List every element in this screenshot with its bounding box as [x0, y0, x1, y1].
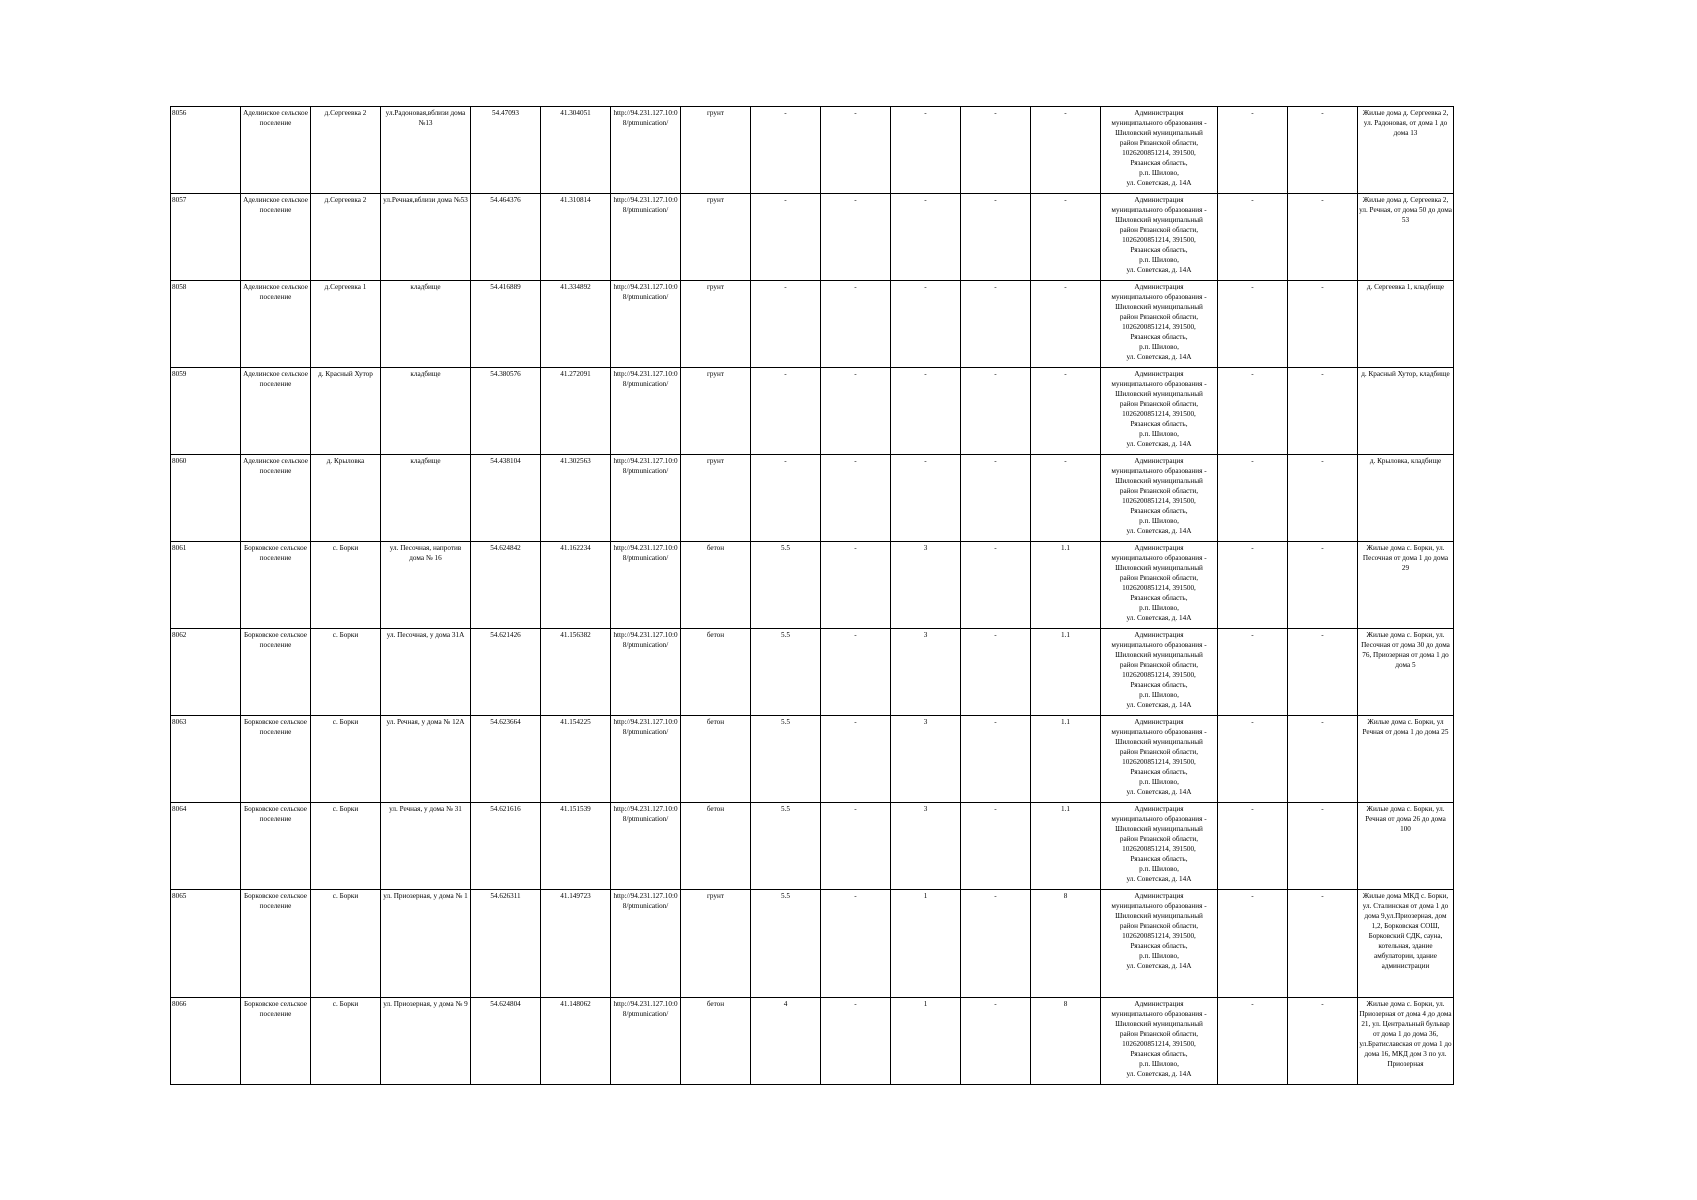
cell-latitude: 54.626311	[471, 890, 541, 998]
cell-address: кладбище	[381, 281, 471, 368]
cell-col10: -	[821, 716, 891, 803]
cell-owner	[1101, 803, 1218, 890]
owner-line: Шиловский муниципальный	[1115, 564, 1203, 572]
cell-col12: -	[961, 998, 1031, 1085]
cell-col12: -	[961, 281, 1031, 368]
owner-line: 1026200851214, 391500,	[1122, 932, 1196, 940]
cell-sources: Жилые дома с. Борки, ул. Речная от дома 26 до дома 100	[1358, 803, 1454, 890]
cell-col16: -	[1288, 716, 1358, 803]
cell-settlement: Борковское сельское поселение	[241, 542, 311, 629]
owner-line: район Рязанской области,	[1119, 226, 1199, 234]
owner-line: р.п. Шилово,	[1139, 256, 1179, 264]
owner-line: район Рязанской области,	[1119, 574, 1199, 582]
cell-col15: -	[1218, 455, 1288, 542]
cell-volume: -	[1031, 455, 1101, 542]
cell-surface: бетон	[681, 716, 751, 803]
owner-line: муниципального образования -	[1111, 293, 1207, 301]
owner-line: Рязанская область,	[1130, 681, 1188, 689]
cell-col16: -	[1288, 281, 1358, 368]
owner-line: ул. Советская, д. 14А	[1126, 875, 1192, 883]
cell-col10: -	[821, 998, 891, 1085]
cell-longitude: 41.304051	[541, 107, 611, 194]
owner-line: муниципального образования -	[1111, 902, 1207, 910]
owner-line: Шиловский муниципальный	[1115, 477, 1203, 485]
owner-line: 1026200851214, 391500,	[1122, 584, 1196, 592]
owner-line: Рязанская область,	[1130, 246, 1188, 254]
cell-locality: д.Сергеевка 2	[311, 107, 381, 194]
cell-settlement: Аделинское сельское поселение	[241, 368, 311, 455]
owner-line: ул. Советская, д. 14А	[1126, 179, 1192, 187]
cell-area: -	[751, 281, 821, 368]
owner-line: муниципального образования -	[1111, 119, 1207, 127]
cell-containers: -	[891, 194, 961, 281]
cell-col12: -	[961, 368, 1031, 455]
cell-id: 8065	[171, 890, 241, 998]
cell-surface: грунт	[681, 194, 751, 281]
cell-id: 8066	[171, 998, 241, 1085]
cell-col10: -	[821, 455, 891, 542]
cell-longitude: 41.151539	[541, 803, 611, 890]
cell-col16: -	[1288, 803, 1358, 890]
cell-longitude: 41.149723	[541, 890, 611, 998]
cell-area: 5.5	[751, 803, 821, 890]
cell-latitude: 54.624842	[471, 542, 541, 629]
owner-line: Администрация	[1134, 718, 1184, 726]
owner-line: р.п. Шилово,	[1139, 169, 1179, 177]
cell-volume: 1.1	[1031, 542, 1101, 629]
cell-latitude: 54.380576	[471, 368, 541, 455]
cell-owner	[1101, 281, 1218, 368]
cell-address: ул. Приозерная, у дома № 9	[381, 998, 471, 1085]
cell-col12: -	[961, 542, 1031, 629]
owner-line: район Рязанской области,	[1119, 1030, 1199, 1038]
owner-line: муниципального образования -	[1111, 641, 1207, 649]
table-row	[171, 803, 1454, 890]
cell-locality: с. Борки	[311, 890, 381, 998]
cell-locality: с. Борки	[311, 542, 381, 629]
cell-longitude: 41.154225	[541, 716, 611, 803]
cell-settlement: Аделинское сельское поселение	[241, 455, 311, 542]
cell-locality: д. Красный Хутор	[311, 368, 381, 455]
cell-surface: грунт	[681, 890, 751, 998]
cell-surface: грунт	[681, 281, 751, 368]
cell-latitude: 54.464376	[471, 194, 541, 281]
cell-col16: -	[1288, 542, 1358, 629]
cell-col12: -	[961, 716, 1031, 803]
cell-id: 8060	[171, 455, 241, 542]
cell-owner	[1101, 998, 1218, 1085]
cell-containers: 3	[891, 716, 961, 803]
cell-owner	[1101, 455, 1218, 542]
cell-url: http://94.231.127.10:08/ptmunication/	[611, 890, 681, 998]
table-body	[171, 107, 1454, 1085]
owner-line: Администрация	[1134, 283, 1184, 291]
owner-line: Администрация	[1134, 109, 1184, 117]
cell-volume: -	[1031, 107, 1101, 194]
owner-line: район Рязанской области,	[1119, 922, 1199, 930]
cell-address: ул.Радоновая,вблизи дома №13	[381, 107, 471, 194]
owner-line: р.п. Шилово,	[1139, 778, 1179, 786]
cell-area: 5.5	[751, 890, 821, 998]
cell-area: 5.5	[751, 716, 821, 803]
cell-longitude: 41.148062	[541, 998, 611, 1085]
cell-containers: -	[891, 107, 961, 194]
owner-line: Администрация	[1134, 196, 1184, 204]
owner-line: район Рязанской области,	[1119, 835, 1199, 843]
cell-owner	[1101, 629, 1218, 716]
owner-line: Администрация	[1134, 892, 1184, 900]
owner-line: 1026200851214, 391500,	[1122, 410, 1196, 418]
cell-volume: -	[1031, 368, 1101, 455]
cell-url: http://94.231.127.10:08/ptmunication/	[611, 803, 681, 890]
cell-col12: -	[961, 803, 1031, 890]
cell-latitude: 54.624804	[471, 998, 541, 1085]
cell-surface: бетон	[681, 998, 751, 1085]
owner-line: Шиловский муниципальный	[1115, 129, 1203, 137]
cell-containers: 3	[891, 542, 961, 629]
cell-volume: 1.1	[1031, 716, 1101, 803]
cell-longitude: 41.310814	[541, 194, 611, 281]
owner-line: Рязанская область,	[1130, 507, 1188, 515]
owner-line: муниципального образования -	[1111, 815, 1207, 823]
owner-line: 1026200851214, 391500,	[1122, 149, 1196, 157]
owner-line: Администрация	[1134, 1000, 1184, 1008]
cell-col10: -	[821, 281, 891, 368]
table-row	[171, 281, 1454, 368]
owner-line: р.п. Шилово,	[1139, 343, 1179, 351]
cell-area: -	[751, 455, 821, 542]
cell-id: 8062	[171, 629, 241, 716]
cell-address: кладбище	[381, 455, 471, 542]
cell-col16: -	[1288, 368, 1358, 455]
owner-line: ул. Советская, д. 14А	[1126, 440, 1192, 448]
cell-sources: Жилые дома МКД с. Борки, ул. Сталинская от дома 1 до дома 9,ул.Приозерная, дом 1,2, Борковская СОШ, Борковский СДК, сауна, котельная, здание амбулатории, здание администрации	[1358, 890, 1454, 998]
cell-owner	[1101, 107, 1218, 194]
owner-line: ул. Советская, д. 14А	[1126, 527, 1192, 535]
cell-area: 4	[751, 998, 821, 1085]
cell-latitude: 54.623664	[471, 716, 541, 803]
cell-col16: -	[1288, 998, 1358, 1085]
cell-col16: -	[1288, 107, 1358, 194]
owner-line: муниципального образования -	[1111, 206, 1207, 214]
cell-area: -	[751, 107, 821, 194]
cell-col15: -	[1218, 998, 1288, 1085]
cell-sources: Жилые дома с. Борки, ул. Песочная от дома 30 до дома 76, Приозерная от дома 1 до дома 5	[1358, 629, 1454, 716]
cell-col16: -	[1288, 629, 1358, 716]
cell-col10: -	[821, 890, 891, 998]
cell-surface: грунт	[681, 368, 751, 455]
cell-longitude: 41.302563	[541, 455, 611, 542]
owner-line: район Рязанской области,	[1119, 748, 1199, 756]
cell-col16: -	[1288, 194, 1358, 281]
owner-line: ул. Советская, д. 14А	[1126, 701, 1192, 709]
cell-settlement: Борковское сельское поселение	[241, 998, 311, 1085]
owner-line: ул. Советская, д. 14А	[1126, 1070, 1192, 1078]
cell-col10: -	[821, 629, 891, 716]
table-row	[171, 368, 1454, 455]
owner-line: 1026200851214, 391500,	[1122, 758, 1196, 766]
cell-sources: д. Сергеевка 1, кладбище	[1358, 281, 1454, 368]
cell-col16: -	[1288, 455, 1358, 542]
cell-col12: -	[961, 107, 1031, 194]
owner-line: Шиловский муниципальный	[1115, 216, 1203, 224]
cell-col15: -	[1218, 281, 1288, 368]
owner-line: Шиловский муниципальный	[1115, 303, 1203, 311]
cell-surface: бетон	[681, 629, 751, 716]
cell-area: 5.5	[751, 542, 821, 629]
owner-line: район Рязанской области,	[1119, 139, 1199, 147]
owner-line: р.п. Шилово,	[1139, 517, 1179, 525]
cell-id: 8056	[171, 107, 241, 194]
cell-url: http://94.231.127.10:08/ptmunication/	[611, 542, 681, 629]
cell-url: http://94.231.127.10:08/ptmunication/	[611, 107, 681, 194]
owner-line: район Рязанской области,	[1119, 313, 1199, 321]
cell-address: ул.Речная,вблизи дома №53	[381, 194, 471, 281]
cell-owner	[1101, 368, 1218, 455]
cell-col15: -	[1218, 629, 1288, 716]
cell-col15: -	[1218, 194, 1288, 281]
cell-latitude: 54.438104	[471, 455, 541, 542]
cell-address: кладбище	[381, 368, 471, 455]
owner-line: район Рязанской области,	[1119, 661, 1199, 669]
cell-col15: -	[1218, 803, 1288, 890]
cell-latitude: 54.47093	[471, 107, 541, 194]
owner-line: Шиловский муниципальный	[1115, 912, 1203, 920]
cell-col12: -	[961, 455, 1031, 542]
cell-url: http://94.231.127.10:08/ptmunication/	[611, 368, 681, 455]
cell-containers: 3	[891, 629, 961, 716]
owner-line: р.п. Шилово,	[1139, 691, 1179, 699]
cell-volume: -	[1031, 194, 1101, 281]
cell-col10: -	[821, 368, 891, 455]
table-row	[171, 194, 1454, 281]
owner-line: р.п. Шилово,	[1139, 430, 1179, 438]
owner-line: Рязанская область,	[1130, 942, 1188, 950]
cell-volume: -	[1031, 281, 1101, 368]
cell-locality: с. Борки	[311, 629, 381, 716]
cell-containers: 1	[891, 998, 961, 1085]
owner-line: Рязанская область,	[1130, 855, 1188, 863]
owner-line: район Рязанской области,	[1119, 487, 1199, 495]
cell-containers: 3	[891, 803, 961, 890]
cell-url: http://94.231.127.10:08/ptmunication/	[611, 194, 681, 281]
cell-volume: 8	[1031, 890, 1101, 998]
cell-locality: д.Сергеевка 1	[311, 281, 381, 368]
cell-url: http://94.231.127.10:08/ptmunication/	[611, 455, 681, 542]
owner-line: 1026200851214, 391500,	[1122, 845, 1196, 853]
owner-line: муниципального образования -	[1111, 380, 1207, 388]
table-row	[171, 629, 1454, 716]
owner-line: Рязанская область,	[1130, 768, 1188, 776]
cell-url: http://94.231.127.10:08/ptmunication/	[611, 281, 681, 368]
cell-col15: -	[1218, 542, 1288, 629]
cell-surface: бетон	[681, 542, 751, 629]
cell-sources: Жилые дома с. Борки, ул. Приозерная от дома 4 до дома 21, ул. Центральный бульвар от дома 1 до дома 36, ул.Братиславская от дома 1 до дома 16, МКД дом 3 по ул. Приозерная	[1358, 998, 1454, 1085]
cell-col12: -	[961, 629, 1031, 716]
owner-line: 1026200851214, 391500,	[1122, 323, 1196, 331]
registry-table	[170, 106, 1454, 1085]
cell-latitude: 54.621616	[471, 803, 541, 890]
table-row	[171, 455, 1454, 542]
owner-line: Шиловский муниципальный	[1115, 651, 1203, 659]
cell-latitude: 54.621426	[471, 629, 541, 716]
cell-owner	[1101, 542, 1218, 629]
cell-containers: -	[891, 281, 961, 368]
cell-url: http://94.231.127.10:08/ptmunication/	[611, 629, 681, 716]
cell-locality: с. Борки	[311, 998, 381, 1085]
cell-settlement: Аделинское сельское поселение	[241, 194, 311, 281]
owner-line: район Рязанской области,	[1119, 400, 1199, 408]
cell-owner	[1101, 716, 1218, 803]
owner-line: р.п. Шилово,	[1139, 604, 1179, 612]
cell-longitude: 41.272091	[541, 368, 611, 455]
owner-line: Администрация	[1134, 457, 1184, 465]
owner-line: Администрация	[1134, 370, 1184, 378]
owner-line: р.п. Шилово,	[1139, 1060, 1179, 1068]
cell-address: ул. Песочная, напротив дома № 16	[381, 542, 471, 629]
owner-line: Рязанская область,	[1130, 1050, 1188, 1058]
cell-containers: 1	[891, 890, 961, 998]
cell-address: ул. Песочная, у дома 31А	[381, 629, 471, 716]
table-row	[171, 542, 1454, 629]
cell-volume: 8	[1031, 998, 1101, 1085]
table-row	[171, 890, 1454, 998]
cell-surface: грунт	[681, 455, 751, 542]
cell-locality: с. Борки	[311, 803, 381, 890]
table-row	[171, 716, 1454, 803]
cell-sources: д. Красный Хутор, кладбище	[1358, 368, 1454, 455]
cell-col10: -	[821, 803, 891, 890]
cell-id: 8057	[171, 194, 241, 281]
cell-url: http://94.231.127.10:08/ptmunication/	[611, 716, 681, 803]
cell-col10: -	[821, 107, 891, 194]
cell-col15: -	[1218, 368, 1288, 455]
cell-id: 8064	[171, 803, 241, 890]
cell-settlement: Борковское сельское поселение	[241, 716, 311, 803]
owner-line: Шиловский муниципальный	[1115, 390, 1203, 398]
owner-line: муниципального образования -	[1111, 728, 1207, 736]
cell-address: ул. Речная, у дома № 31	[381, 803, 471, 890]
cell-volume: 1.1	[1031, 629, 1101, 716]
owner-line: Шиловский муниципальный	[1115, 1020, 1203, 1028]
cell-col12: -	[961, 890, 1031, 998]
owner-line: Администрация	[1134, 805, 1184, 813]
cell-id: 8061	[171, 542, 241, 629]
owner-line: Рязанская область,	[1130, 420, 1188, 428]
cell-url: http://94.231.127.10:08/ptmunication/	[611, 998, 681, 1085]
cell-settlement: Борковское сельское поселение	[241, 629, 311, 716]
cell-longitude: 41.156382	[541, 629, 611, 716]
cell-id: 8059	[171, 368, 241, 455]
owner-line: 1026200851214, 391500,	[1122, 1040, 1196, 1048]
cell-longitude: 41.162234	[541, 542, 611, 629]
cell-col10: -	[821, 194, 891, 281]
cell-col15: -	[1218, 890, 1288, 998]
owner-line: Шиловский муниципальный	[1115, 825, 1203, 833]
cell-sources: Жилые дома д. Сергеевка 2, ул. Радоновая, от дома 1 до дома 13	[1358, 107, 1454, 194]
cell-col12: -	[961, 194, 1031, 281]
cell-sources: Жилые дома д. Сергеевка 2, ул. Речная, от дома 50 до дома 53	[1358, 194, 1454, 281]
cell-settlement: Аделинское сельское поселение	[241, 107, 311, 194]
table-row	[171, 107, 1454, 194]
cell-address: ул. Речная, у дома № 12А	[381, 716, 471, 803]
cell-longitude: 41.334892	[541, 281, 611, 368]
cell-locality: д.Сергеевка 2	[311, 194, 381, 281]
cell-address: ул. Приозерная, у дома № 1	[381, 890, 471, 998]
cell-containers: -	[891, 368, 961, 455]
owner-line: Администрация	[1134, 631, 1184, 639]
owner-line: муниципального образования -	[1111, 467, 1207, 475]
owner-line: Рязанская область,	[1130, 594, 1188, 602]
cell-owner	[1101, 194, 1218, 281]
owner-line: муниципального образования -	[1111, 554, 1207, 562]
cell-area: -	[751, 368, 821, 455]
owner-line: ул. Советская, д. 14А	[1126, 962, 1192, 970]
cell-col15: -	[1218, 716, 1288, 803]
cell-owner	[1101, 890, 1218, 998]
owner-line: муниципального образования -	[1111, 1010, 1207, 1018]
owner-line: ул. Советская, д. 14А	[1126, 266, 1192, 274]
cell-sources: Жилые дома с. Борки, ул. Песочная от дома 1 до дома 29	[1358, 542, 1454, 629]
cell-locality: с. Борки	[311, 716, 381, 803]
cell-col10: -	[821, 542, 891, 629]
owner-line: ул. Советская, д. 14А	[1126, 788, 1192, 796]
owner-line: р.п. Шилово,	[1139, 865, 1179, 873]
cell-sources: Жилые дома с. Борки, ул Речная от дома 1 до дома 25	[1358, 716, 1454, 803]
owner-line: Администрация	[1134, 544, 1184, 552]
cell-latitude: 54.416889	[471, 281, 541, 368]
cell-locality: д. Крыловка	[311, 455, 381, 542]
cell-col15: -	[1218, 107, 1288, 194]
cell-id: 8063	[171, 716, 241, 803]
cell-area: -	[751, 194, 821, 281]
cell-settlement: Борковское сельское поселение	[241, 890, 311, 998]
cell-volume: 1.1	[1031, 803, 1101, 890]
cell-id: 8058	[171, 281, 241, 368]
cell-area: 5.5	[751, 629, 821, 716]
owner-line: ул. Советская, д. 14А	[1126, 353, 1192, 361]
owner-line: 1026200851214, 391500,	[1122, 671, 1196, 679]
cell-surface: бетон	[681, 803, 751, 890]
owner-line: Рязанская область,	[1130, 333, 1188, 341]
owner-line: ул. Советская, д. 14А	[1126, 614, 1192, 622]
owner-line: 1026200851214, 391500,	[1122, 497, 1196, 505]
table-row	[171, 998, 1454, 1085]
owner-line: Рязанская область,	[1130, 159, 1188, 167]
cell-col16: -	[1288, 890, 1358, 998]
cell-settlement: Борковское сельское поселение	[241, 803, 311, 890]
owner-line: 1026200851214, 391500,	[1122, 236, 1196, 244]
cell-containers: -	[891, 455, 961, 542]
cell-settlement: Аделинское сельское поселение	[241, 281, 311, 368]
owner-line: Шиловский муниципальный	[1115, 738, 1203, 746]
owner-line: р.п. Шилово,	[1139, 952, 1179, 960]
cell-sources: д. Крыловка, кладбище	[1358, 455, 1454, 542]
cell-surface: грунт	[681, 107, 751, 194]
